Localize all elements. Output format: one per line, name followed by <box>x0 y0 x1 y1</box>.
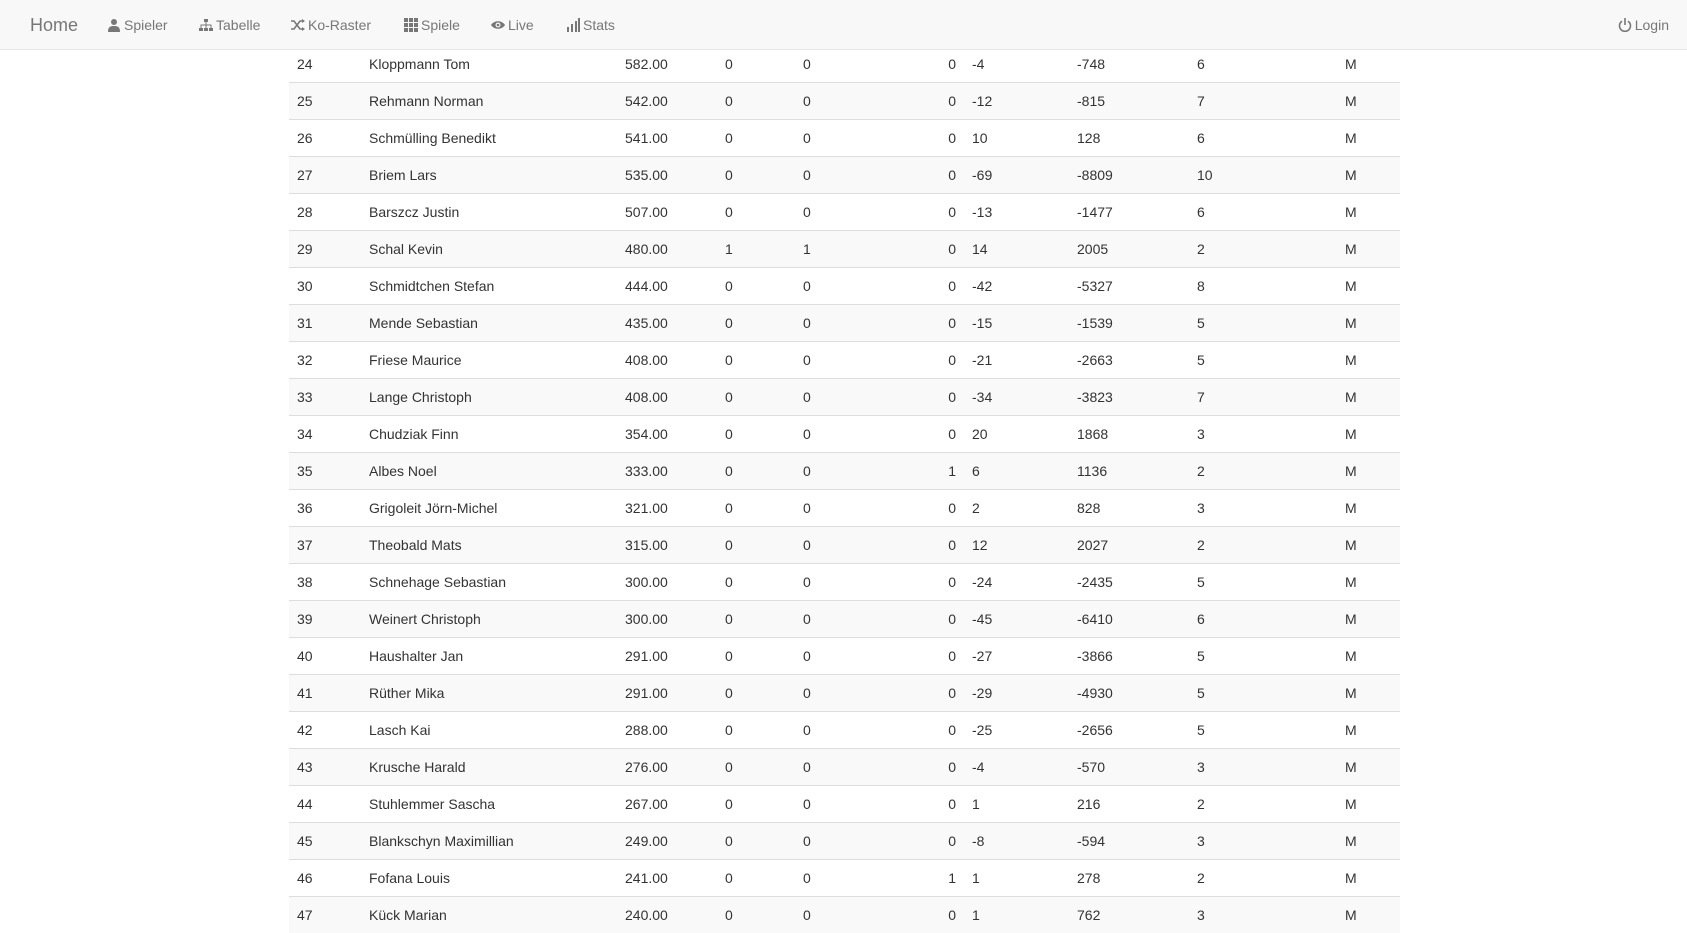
table-row <box>289 527 1400 564</box>
col7-cell: -29 <box>964 675 1069 712</box>
sitemap-icon <box>199 18 213 32</box>
col4-cell: 0 <box>717 786 795 823</box>
col8-cell: -2435 <box>1069 564 1189 601</box>
col7-cell: -34 <box>964 379 1069 416</box>
col6-cell: 0 <box>936 675 964 712</box>
col7-cell: -15 <box>964 305 1069 342</box>
col8-cell: 762 <box>1069 897 1189 933</box>
col7-cell: 1 <box>964 860 1069 897</box>
col9-cell: 6 <box>1189 46 1337 83</box>
rank-cell: 28 <box>289 194 361 231</box>
points-cell: 240.00 <box>617 897 717 933</box>
col8-cell: -6410 <box>1069 601 1189 638</box>
rank-cell: 40 <box>289 638 361 675</box>
rank-cell: 44 <box>289 786 361 823</box>
points-cell: 267.00 <box>617 786 717 823</box>
col8-cell: -815 <box>1069 83 1189 120</box>
col6-cell: 0 <box>936 897 964 933</box>
table-row <box>289 601 1400 638</box>
gender-cell: M <box>1337 453 1400 490</box>
col7-cell: -12 <box>964 83 1069 120</box>
col8-cell: -570 <box>1069 749 1189 786</box>
rank-cell: 27 <box>289 157 361 194</box>
rank-cell: 30 <box>289 268 361 305</box>
gender-cell: M <box>1337 675 1400 712</box>
nav-spieler[interactable] <box>107 0 168 50</box>
col6-cell: 0 <box>936 268 964 305</box>
col9-cell: 5 <box>1189 675 1337 712</box>
player-name-cell: Albes Noel <box>361 453 617 490</box>
points-cell: 315.00 <box>617 527 717 564</box>
col6-cell: 0 <box>936 157 964 194</box>
ranking-table-container <box>289 46 1400 933</box>
col4-cell: 0 <box>717 749 795 786</box>
col9-cell: 6 <box>1189 194 1337 231</box>
gender-cell: M <box>1337 83 1400 120</box>
points-cell: 291.00 <box>617 638 717 675</box>
col7-cell: -24 <box>964 564 1069 601</box>
navbar <box>0 0 1687 50</box>
col8-cell: 1136 <box>1069 453 1189 490</box>
col5-cell: 0 <box>795 712 936 749</box>
table-row <box>289 342 1400 379</box>
points-cell: 288.00 <box>617 712 717 749</box>
player-name-cell: Schal Kevin <box>361 231 617 268</box>
col7-cell: -4 <box>964 46 1069 83</box>
nav-stats[interactable] <box>566 0 615 50</box>
col8-cell: -748 <box>1069 46 1189 83</box>
col4-cell: 0 <box>717 83 795 120</box>
points-cell: 582.00 <box>617 46 717 83</box>
col6-cell: 0 <box>936 46 964 83</box>
nav-spiele[interactable] <box>404 0 460 50</box>
table-row <box>289 749 1400 786</box>
col6-cell: 0 <box>936 712 964 749</box>
table-row <box>289 860 1400 897</box>
table-row <box>289 231 1400 268</box>
col8-cell: 2005 <box>1069 231 1189 268</box>
col9-cell: 3 <box>1189 897 1337 933</box>
col9-cell: 6 <box>1189 601 1337 638</box>
rank-cell: 39 <box>289 601 361 638</box>
rank-cell: 46 <box>289 860 361 897</box>
col4-cell: 0 <box>717 675 795 712</box>
points-cell: 444.00 <box>617 268 717 305</box>
table-row <box>289 453 1400 490</box>
col5-cell: 0 <box>795 749 936 786</box>
player-name-cell: Fofana Louis <box>361 860 617 897</box>
col5-cell: 0 <box>795 46 936 83</box>
col5-cell: 0 <box>795 823 936 860</box>
col9-cell: 3 <box>1189 749 1337 786</box>
col9-cell: 2 <box>1189 231 1337 268</box>
col5-cell: 0 <box>795 601 936 638</box>
col5-cell: 0 <box>795 638 936 675</box>
col9-cell: 7 <box>1189 379 1337 416</box>
col6-cell: 0 <box>936 194 964 231</box>
col6-cell: 0 <box>936 231 964 268</box>
table-row <box>289 823 1400 860</box>
points-cell: 333.00 <box>617 453 717 490</box>
nav-live-label: Live <box>508 17 534 33</box>
col9-cell: 10 <box>1189 157 1337 194</box>
gender-cell: M <box>1337 194 1400 231</box>
player-name-cell: Lasch Kai <box>361 712 617 749</box>
table-row <box>289 157 1400 194</box>
gender-cell: M <box>1337 527 1400 564</box>
player-name-cell: Grigoleit Jörn-Michel <box>361 490 617 527</box>
col5-cell: 0 <box>795 527 936 564</box>
player-name-cell: Theobald Mats <box>361 527 617 564</box>
col4-cell: 0 <box>717 638 795 675</box>
points-cell: 354.00 <box>617 416 717 453</box>
rank-cell: 37 <box>289 527 361 564</box>
power-icon <box>1618 18 1632 32</box>
col4-cell: 0 <box>717 305 795 342</box>
gender-cell: M <box>1337 46 1400 83</box>
col7-cell: -21 <box>964 342 1069 379</box>
col8-cell: -2656 <box>1069 712 1189 749</box>
col8-cell: 828 <box>1069 490 1189 527</box>
col4-cell: 0 <box>717 490 795 527</box>
col4-cell: 0 <box>717 416 795 453</box>
col4-cell: 0 <box>717 342 795 379</box>
col9-cell: 3 <box>1189 490 1337 527</box>
points-cell: 541.00 <box>617 120 717 157</box>
player-name-cell: Kück Marian <box>361 897 617 933</box>
col5-cell: 0 <box>795 490 936 527</box>
table-row <box>289 416 1400 453</box>
col7-cell: -42 <box>964 268 1069 305</box>
col6-cell: 0 <box>936 823 964 860</box>
rank-cell: 24 <box>289 46 361 83</box>
player-name-cell: Schmülling Benedikt <box>361 120 617 157</box>
gender-cell: M <box>1337 638 1400 675</box>
gender-cell: M <box>1337 564 1400 601</box>
gender-cell: M <box>1337 823 1400 860</box>
col6-cell: 0 <box>936 416 964 453</box>
col9-cell: 5 <box>1189 638 1337 675</box>
col5-cell: 0 <box>795 564 936 601</box>
player-name-cell: Briem Lars <box>361 157 617 194</box>
points-cell: 300.00 <box>617 564 717 601</box>
col7-cell: 6 <box>964 453 1069 490</box>
gender-cell: M <box>1337 157 1400 194</box>
table-row <box>289 564 1400 601</box>
col4-cell: 0 <box>717 897 795 933</box>
col5-cell: 0 <box>795 675 936 712</box>
col4-cell: 1 <box>717 231 795 268</box>
col5-cell: 0 <box>795 194 936 231</box>
gender-cell: M <box>1337 786 1400 823</box>
col7-cell: 1 <box>964 786 1069 823</box>
col9-cell: 5 <box>1189 342 1337 379</box>
rank-cell: 25 <box>289 83 361 120</box>
rank-cell: 33 <box>289 379 361 416</box>
points-cell: 241.00 <box>617 860 717 897</box>
col4-cell: 0 <box>717 120 795 157</box>
col7-cell: 20 <box>964 416 1069 453</box>
rank-cell: 36 <box>289 490 361 527</box>
col9-cell: 6 <box>1189 120 1337 157</box>
table-row <box>289 675 1400 712</box>
col6-cell: 0 <box>936 601 964 638</box>
stats-icon <box>566 18 580 32</box>
col6-cell: 0 <box>936 342 964 379</box>
col8-cell: 2027 <box>1069 527 1189 564</box>
col8-cell: -1477 <box>1069 194 1189 231</box>
points-cell: 480.00 <box>617 231 717 268</box>
player-name-cell: Barszcz Justin <box>361 194 617 231</box>
col7-cell: -4 <box>964 749 1069 786</box>
col4-cell: 0 <box>717 564 795 601</box>
col5-cell: 0 <box>795 83 936 120</box>
player-name-cell: Haushalter Jan <box>361 638 617 675</box>
col8-cell: 128 <box>1069 120 1189 157</box>
table-row <box>289 268 1400 305</box>
nav-tabelle[interactable] <box>199 0 260 50</box>
col7-cell: -8 <box>964 823 1069 860</box>
rank-cell: 47 <box>289 897 361 933</box>
col8-cell: 216 <box>1069 786 1189 823</box>
col9-cell: 3 <box>1189 823 1337 860</box>
ranking-table <box>289 46 1400 933</box>
player-name-cell: Weinert Christoph <box>361 601 617 638</box>
random-icon <box>291 18 305 32</box>
player-name-cell: Kloppmann Tom <box>361 46 617 83</box>
rank-cell: 29 <box>289 231 361 268</box>
col7-cell: 2 <box>964 490 1069 527</box>
user-icon <box>107 18 121 32</box>
gender-cell: M <box>1337 342 1400 379</box>
col9-cell: 3 <box>1189 416 1337 453</box>
col8-cell: -2663 <box>1069 342 1189 379</box>
col5-cell: 0 <box>795 786 936 823</box>
th-icon <box>404 18 418 32</box>
eye-icon <box>491 18 505 32</box>
player-name-cell: Rüther Mika <box>361 675 617 712</box>
col5-cell: 0 <box>795 416 936 453</box>
col4-cell: 0 <box>717 823 795 860</box>
table-row <box>289 379 1400 416</box>
col5-cell: 0 <box>795 453 936 490</box>
col6-cell: 0 <box>936 490 964 527</box>
table-row <box>289 46 1400 83</box>
table-row <box>289 638 1400 675</box>
points-cell: 249.00 <box>617 823 717 860</box>
col7-cell: 1 <box>964 897 1069 933</box>
gender-cell: M <box>1337 268 1400 305</box>
rank-cell: 43 <box>289 749 361 786</box>
col9-cell: 2 <box>1189 527 1337 564</box>
col8-cell: 278 <box>1069 860 1189 897</box>
col8-cell: 1868 <box>1069 416 1189 453</box>
player-name-cell: Stuhlemmer Sascha <box>361 786 617 823</box>
col9-cell: 8 <box>1189 268 1337 305</box>
rank-cell: 41 <box>289 675 361 712</box>
col4-cell: 0 <box>717 268 795 305</box>
table-row <box>289 120 1400 157</box>
rank-cell: 45 <box>289 823 361 860</box>
col4-cell: 0 <box>717 46 795 83</box>
col7-cell: -27 <box>964 638 1069 675</box>
points-cell: 291.00 <box>617 675 717 712</box>
nav-ko-raster-label: Ko-Raster <box>308 17 371 33</box>
rank-cell: 34 <box>289 416 361 453</box>
nav-login[interactable] <box>1618 0 1669 50</box>
player-name-cell: Chudziak Finn <box>361 416 617 453</box>
col4-cell: 0 <box>717 194 795 231</box>
col9-cell: 7 <box>1189 83 1337 120</box>
player-name-cell: Schmidtchen Stefan <box>361 268 617 305</box>
nav-login-label: Login <box>1635 17 1669 33</box>
gender-cell: M <box>1337 416 1400 453</box>
col9-cell: 2 <box>1189 860 1337 897</box>
col6-cell: 0 <box>936 120 964 157</box>
col9-cell: 5 <box>1189 305 1337 342</box>
gender-cell: M <box>1337 120 1400 157</box>
col4-cell: 0 <box>717 712 795 749</box>
table-row <box>289 305 1400 342</box>
col5-cell: 0 <box>795 305 936 342</box>
player-name-cell: Blankschyn Maximillian <box>361 823 617 860</box>
col8-cell: -8809 <box>1069 157 1189 194</box>
col5-cell: 1 <box>795 231 936 268</box>
gender-cell: M <box>1337 749 1400 786</box>
col8-cell: -594 <box>1069 823 1189 860</box>
player-name-cell: Krusche Harald <box>361 749 617 786</box>
gender-cell: M <box>1337 490 1400 527</box>
col4-cell: 0 <box>717 860 795 897</box>
col6-cell: 0 <box>936 83 964 120</box>
col6-cell: 0 <box>936 379 964 416</box>
player-name-cell: Friese Maurice <box>361 342 617 379</box>
table-row <box>289 786 1400 823</box>
player-name-cell: Rehmann Norman <box>361 83 617 120</box>
rank-cell: 35 <box>289 453 361 490</box>
rank-cell: 38 <box>289 564 361 601</box>
col4-cell: 0 <box>717 453 795 490</box>
points-cell: 542.00 <box>617 83 717 120</box>
nav-live[interactable] <box>491 0 534 50</box>
col6-cell: 0 <box>936 786 964 823</box>
col5-cell: 0 <box>795 120 936 157</box>
points-cell: 276.00 <box>617 749 717 786</box>
col7-cell: 12 <box>964 527 1069 564</box>
col8-cell: -1539 <box>1069 305 1189 342</box>
col7-cell: 14 <box>964 231 1069 268</box>
col8-cell: -4930 <box>1069 675 1189 712</box>
col7-cell: -69 <box>964 157 1069 194</box>
table-row <box>289 897 1400 933</box>
table-row <box>289 490 1400 527</box>
col8-cell: -5327 <box>1069 268 1189 305</box>
points-cell: 408.00 <box>617 379 717 416</box>
col6-cell: 1 <box>936 860 964 897</box>
rank-cell: 42 <box>289 712 361 749</box>
col4-cell: 0 <box>717 379 795 416</box>
nav-stats-label: Stats <box>583 17 615 33</box>
col5-cell: 0 <box>795 342 936 379</box>
col4-cell: 0 <box>717 527 795 564</box>
col7-cell: -45 <box>964 601 1069 638</box>
table-row <box>289 194 1400 231</box>
rank-cell: 31 <box>289 305 361 342</box>
col4-cell: 0 <box>717 601 795 638</box>
points-cell: 535.00 <box>617 157 717 194</box>
ranking-table-body <box>289 46 1400 933</box>
col5-cell: 0 <box>795 897 936 933</box>
col6-cell: 0 <box>936 305 964 342</box>
points-cell: 300.00 <box>617 601 717 638</box>
col9-cell: 2 <box>1189 786 1337 823</box>
col7-cell: -25 <box>964 712 1069 749</box>
points-cell: 408.00 <box>617 342 717 379</box>
col9-cell: 5 <box>1189 712 1337 749</box>
nav-spieler-label: Spieler <box>124 17 168 33</box>
points-cell: 507.00 <box>617 194 717 231</box>
nav-tabelle-label: Tabelle <box>216 17 260 33</box>
col5-cell: 0 <box>795 157 936 194</box>
col9-cell: 2 <box>1189 453 1337 490</box>
col8-cell: -3866 <box>1069 638 1189 675</box>
home-link[interactable]: Home <box>30 0 78 50</box>
nav-spiele-label: Spiele <box>421 17 460 33</box>
gender-cell: M <box>1337 860 1400 897</box>
col5-cell: 0 <box>795 860 936 897</box>
gender-cell: M <box>1337 231 1400 268</box>
col5-cell: 0 <box>795 379 936 416</box>
col5-cell: 0 <box>795 268 936 305</box>
rank-cell: 26 <box>289 120 361 157</box>
col6-cell: 0 <box>936 527 964 564</box>
col7-cell: -13 <box>964 194 1069 231</box>
col9-cell: 5 <box>1189 564 1337 601</box>
gender-cell: M <box>1337 601 1400 638</box>
table-row <box>289 83 1400 120</box>
gender-cell: M <box>1337 897 1400 933</box>
col6-cell: 1 <box>936 453 964 490</box>
gender-cell: M <box>1337 305 1400 342</box>
gender-cell: M <box>1337 379 1400 416</box>
col6-cell: 0 <box>936 749 964 786</box>
col6-cell: 0 <box>936 638 964 675</box>
player-name-cell: Mende Sebastian <box>361 305 617 342</box>
player-name-cell: Lange Christoph <box>361 379 617 416</box>
table-row <box>289 712 1400 749</box>
nav-ko-raster[interactable] <box>291 0 371 50</box>
player-name-cell: Schnehage Sebastian <box>361 564 617 601</box>
col8-cell: -3823 <box>1069 379 1189 416</box>
points-cell: 435.00 <box>617 305 717 342</box>
points-cell: 321.00 <box>617 490 717 527</box>
col6-cell: 0 <box>936 564 964 601</box>
col4-cell: 0 <box>717 157 795 194</box>
col7-cell: 10 <box>964 120 1069 157</box>
gender-cell: M <box>1337 712 1400 749</box>
rank-cell: 32 <box>289 342 361 379</box>
